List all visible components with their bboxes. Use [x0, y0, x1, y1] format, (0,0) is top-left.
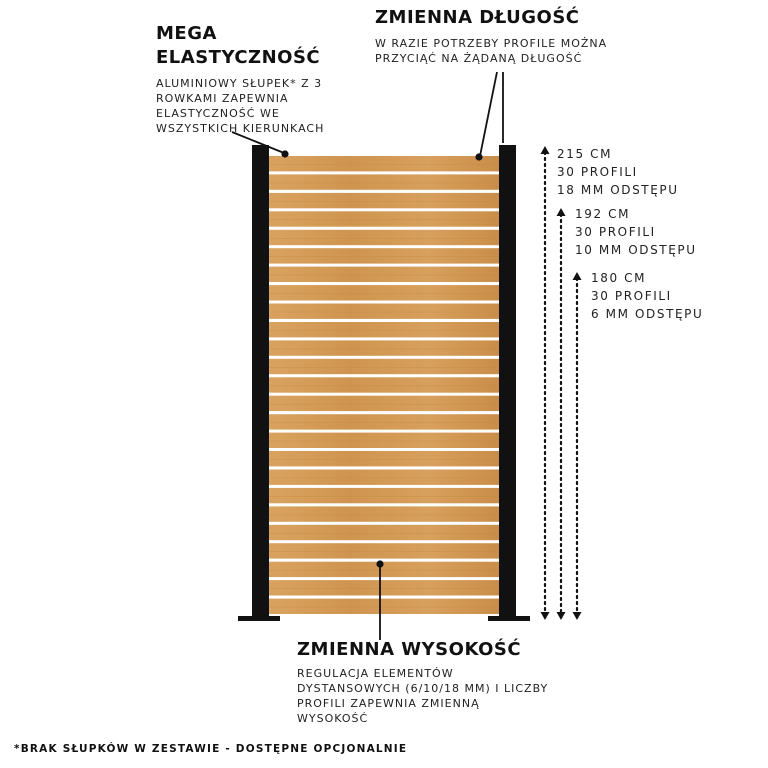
height-desc-line2: DYSTANSOWYCH (6/10/18 MM) I LICZBY — [297, 682, 549, 695]
measurement-192-gap: 10 MM ODSTĘPU — [575, 243, 697, 257]
measurement-180-height: 180 CM — [591, 271, 647, 285]
right-aluminium-post — [499, 145, 516, 617]
wood-profile — [269, 506, 499, 521]
wood-profile — [269, 211, 499, 226]
height-desc-line4: WYSOKOŚĆ — [297, 712, 369, 725]
wood-profile — [269, 414, 499, 429]
left-aluminium-post — [252, 145, 269, 617]
wood-profile — [269, 322, 499, 337]
measurement-192 — [575, 205, 697, 259]
wood-profile — [269, 285, 499, 300]
measurement-215-profiles: 30 PROFILI — [557, 165, 638, 179]
height-desc-line1: REGULACJA ELEMENTÓW — [297, 667, 454, 680]
wood-profile — [269, 174, 499, 189]
wood-profile — [269, 156, 499, 171]
elasticity-desc-line4: WSZYSTKICH KIERUNKACH — [156, 122, 325, 135]
wood-profile — [269, 433, 499, 448]
length-pointer — [475, 72, 503, 161]
measurement-192-profiles: 30 PROFILI — [575, 225, 656, 239]
height-title: ZMIENNA WYSOKOŚĆ — [297, 639, 522, 660]
elasticity-title-line2: ELASTYCZNOŚĆ — [156, 47, 321, 68]
wood-profile — [269, 580, 499, 595]
wood-profile — [269, 488, 499, 503]
measurement-215-gap: 18 MM ODSTĘPU — [557, 183, 679, 197]
arrow-215cm — [541, 146, 550, 620]
elasticity-callout — [156, 22, 346, 136]
wood-profile — [269, 543, 499, 558]
wooden-board-panel — [269, 156, 499, 614]
wood-profile — [269, 248, 499, 263]
wood-profile — [269, 470, 499, 485]
arrow-180cm — [573, 272, 582, 620]
height-desc-line3: PROFILI ZAPEWNIA ZMIENNĄ — [297, 697, 480, 710]
measurement-180 — [591, 269, 703, 323]
footnote: *BRAK SŁUPKÓW W ZESTAWIE - DOSTĘPNE OPCJONALNIE — [14, 743, 408, 755]
wood-profile — [269, 267, 499, 282]
length-desc-line2: PRZYCIĄĆ NA ŻĄDANĄ DŁUGOŚĆ — [375, 52, 583, 65]
wood-profile — [269, 340, 499, 355]
wood-profile — [269, 451, 499, 466]
elasticity-desc-line2: ROWKAMI ZAPEWNIA — [156, 92, 289, 105]
measurement-215 — [557, 145, 679, 199]
left-post-base — [238, 616, 280, 621]
arrow-192cm — [557, 208, 566, 620]
wood-profile — [269, 193, 499, 208]
measurement-215-height: 215 CM — [557, 147, 613, 161]
wood-profile — [269, 599, 499, 614]
elasticity-desc-line1: ALUMINIOWY SŁUPEK* Z 3 — [156, 77, 323, 90]
measurement-192-height: 192 CM — [575, 207, 631, 221]
wood-profile — [269, 525, 499, 540]
height-callout — [297, 638, 597, 726]
wood-profile — [269, 304, 499, 319]
wood-profile — [269, 396, 499, 411]
wood-profile — [269, 562, 499, 577]
right-post-base — [488, 616, 530, 621]
elasticity-title-line1: MEGA — [156, 23, 217, 44]
elasticity-desc-line3: ELASTYCZNOŚĆ WE — [156, 107, 280, 120]
measurement-180-profiles: 30 PROFILI — [591, 289, 672, 303]
wood-profile — [269, 359, 499, 374]
wood-profile — [269, 377, 499, 392]
length-title: ZMIENNA DŁUGOŚĆ — [375, 7, 580, 28]
wood-profile — [269, 230, 499, 245]
length-callout — [375, 6, 635, 66]
length-desc-line1: W RAZIE POTRZEBY PROFILE MOŻNA — [375, 37, 608, 50]
measurement-180-gap: 6 MM ODSTĘPU — [591, 307, 704, 321]
